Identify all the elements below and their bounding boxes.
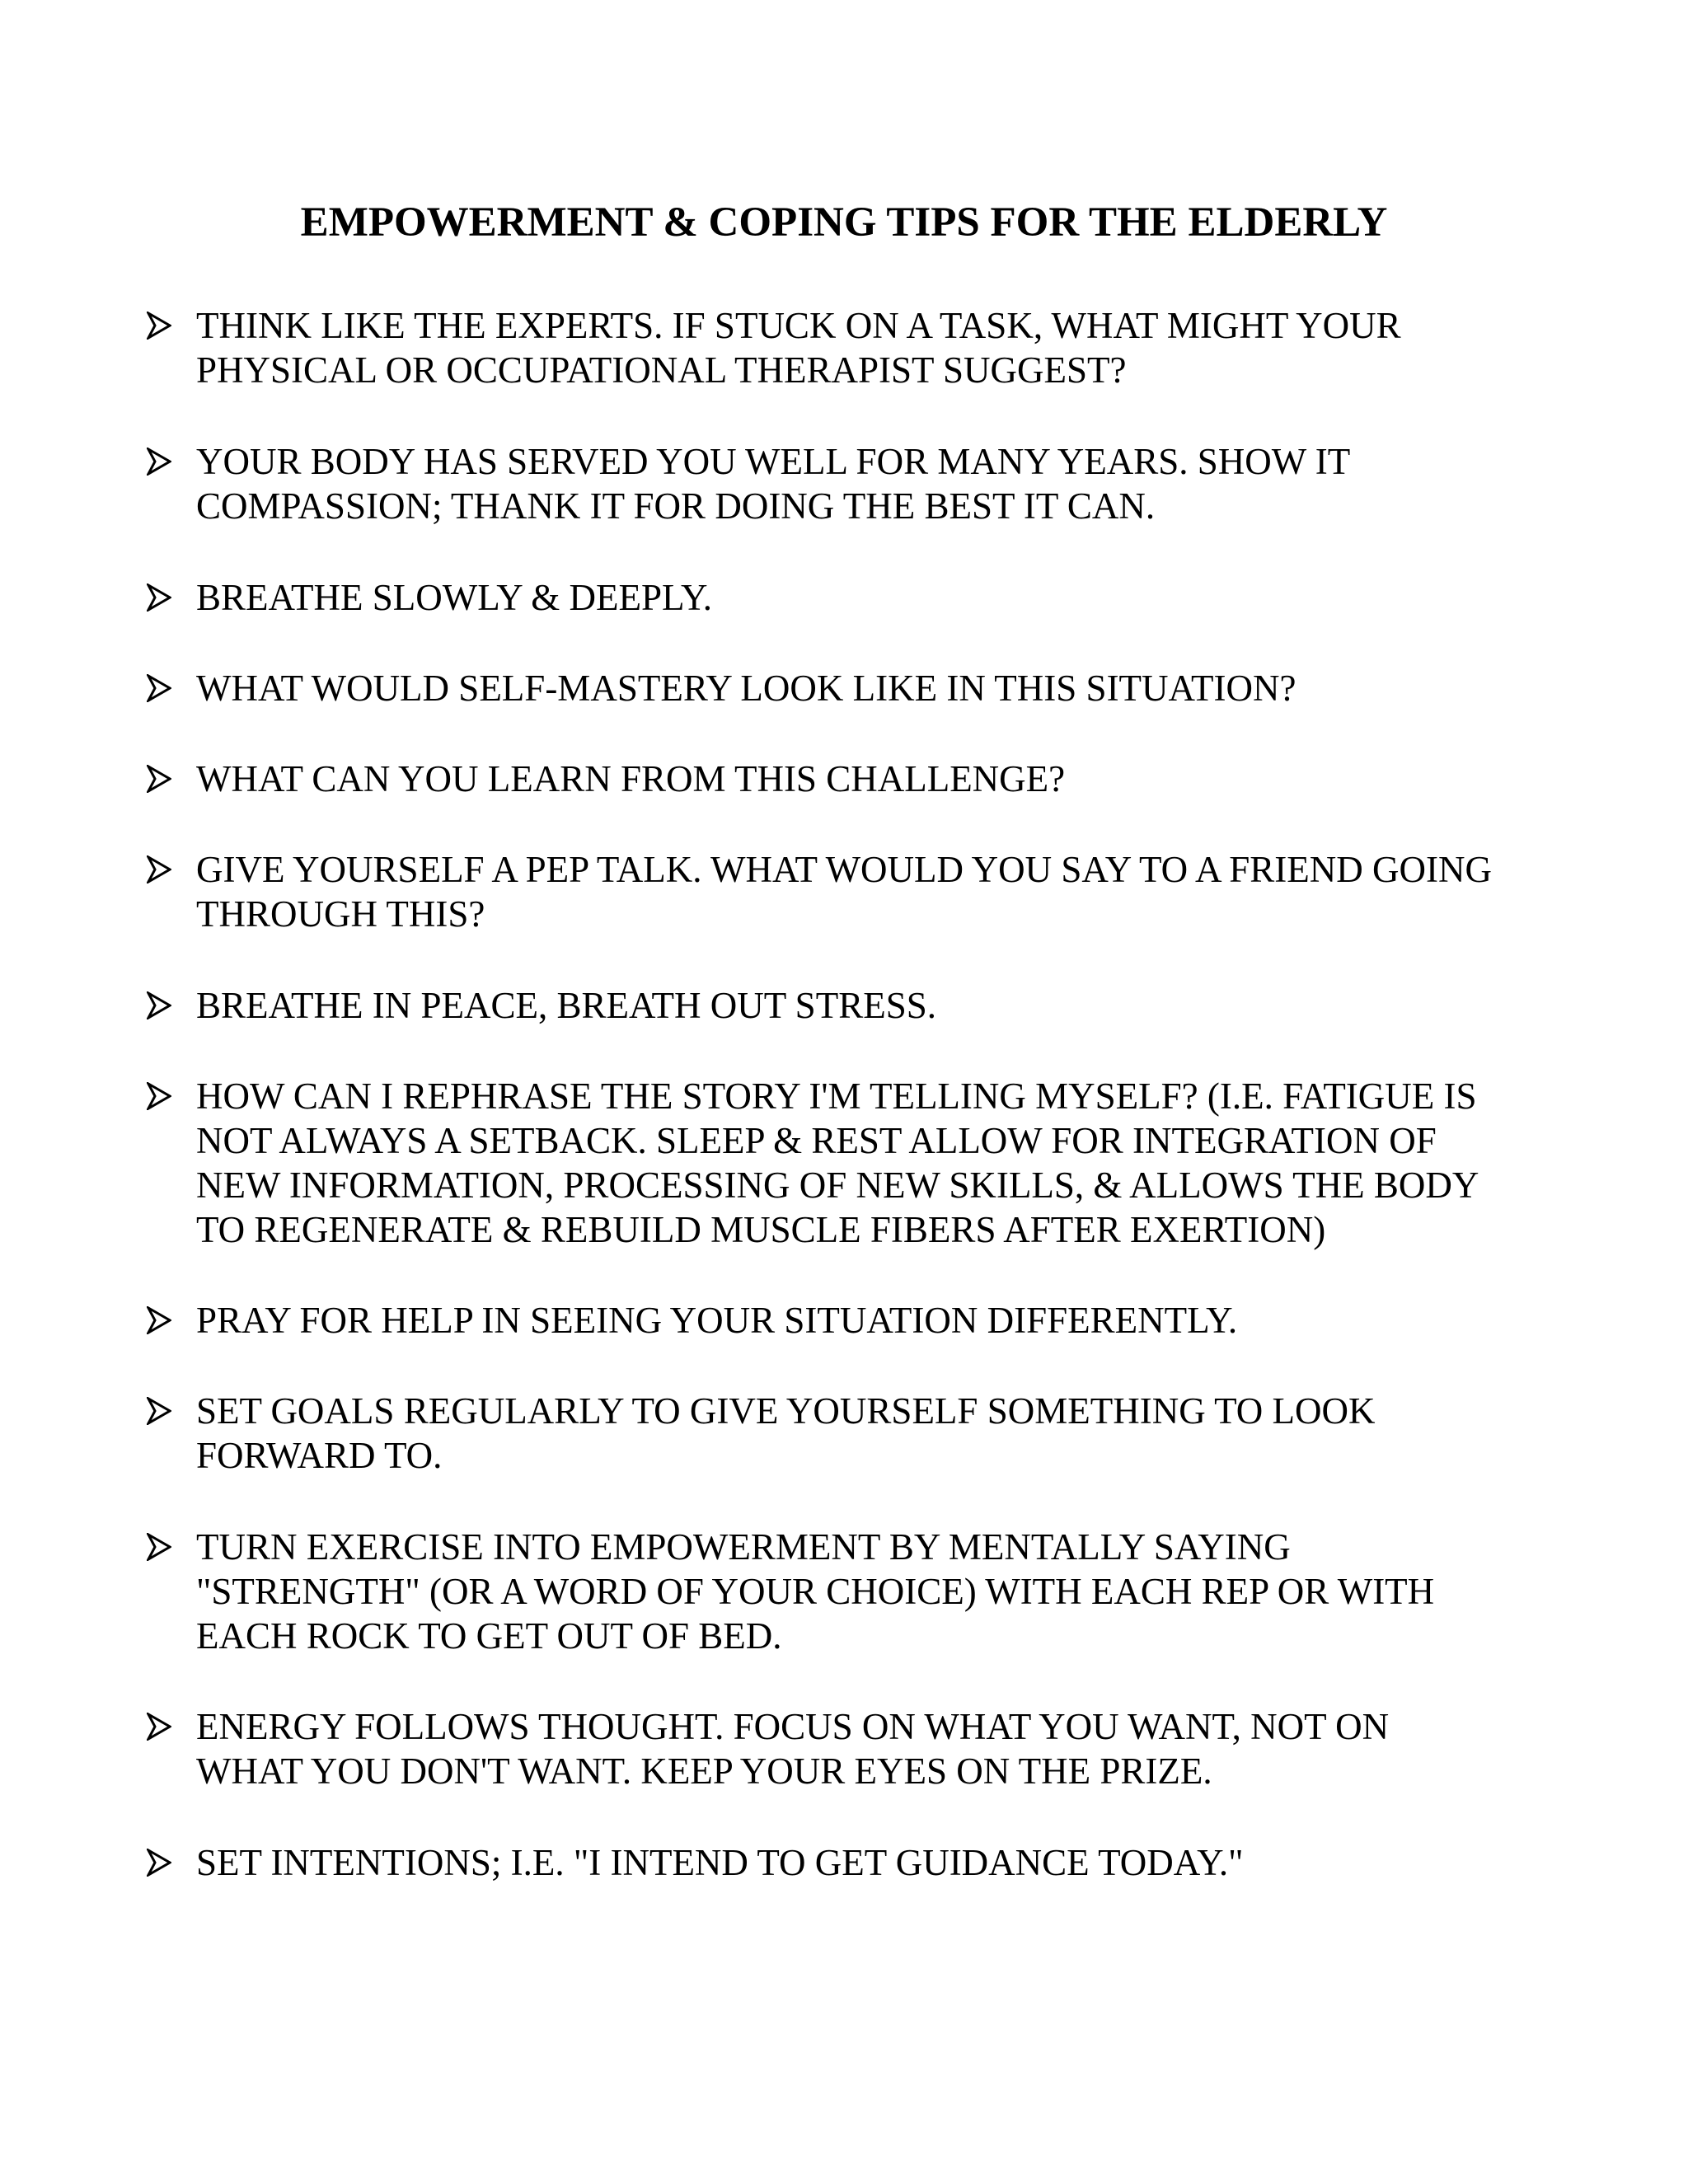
tip-text: YOUR BODY HAS SERVED YOU WELL FOR MANY YEARS. SHOW IT COMPASSION; THANK IT FOR DOING THE BEST IT CAN. <box>196 441 1351 527</box>
tip-text: ENERGY FOLLOWS THOUGHT. FOCUS ON WHAT YOU WANT, NOT ON WHAT YOU DON'T WANT. KEEP YOUR EYES ON THE PRIZE. <box>196 1706 1390 1792</box>
arrowhead-bullet-icon <box>147 1849 171 1877</box>
arrowhead-bullet-icon <box>147 312 171 340</box>
arrowhead-bullet-icon <box>147 448 171 476</box>
arrowhead-bullet-icon <box>147 1306 171 1334</box>
arrowhead-bullet-icon <box>147 1397 171 1425</box>
tip-text: WHAT WOULD SELF-MASTERY LOOK LIKE IN THIS SITUATION? <box>196 668 1296 709</box>
tip-text: HOW CAN I REPHRASE THE STORY I'M TELLING MYSELF? (I.E. FATIGUE IS NOT ALWAYS A SETBACK. SLEEP & REST ALLOW FOR INTEGRATION OF NEW INFORMATION, PROCESSING OF NEW SKILLS, & ALLOWS THE BODY TO REGENERATE & REBUILD MUSCLE FIBERS AFTER EXERTION) <box>196 1076 1479 1250</box>
tip-text: PRAY FOR HELP IN SEEING YOUR SITUATION DIFFERENTLY. <box>196 1300 1238 1341</box>
arrowhead-bullet-icon <box>147 765 171 793</box>
arrowhead-bullet-icon <box>147 1533 171 1561</box>
tip-text: BREATHE SLOWLY & DEEPLY. <box>196 577 712 618</box>
arrowhead-bullet-icon <box>147 1082 171 1110</box>
arrowhead-bullet-icon <box>147 855 171 883</box>
tip-text: SET INTENTIONS; I.E. "I INTEND TO GET GUIDANCE TODAY." <box>196 1842 1244 1883</box>
arrowhead-bullet-icon <box>147 1713 171 1741</box>
arrowhead-bullet-icon <box>147 991 171 1019</box>
tip-text: TURN EXERCISE INTO EMPOWERMENT BY MENTALLY SAYING "STRENGTH" (OR A WORD OF YOUR CHOICE) WITH EACH REP OR WITH EACH ROCK TO GET OUT OF BED. <box>196 1526 1435 1657</box>
arrowhead-bullet-icon <box>147 583 171 612</box>
tip-text: WHAT CAN YOU LEARN FROM THIS CHALLENGE? <box>196 758 1066 799</box>
tip-text: THINK LIKE THE EXPERTS. IF STUCK ON A TASK, WHAT MIGHT YOUR PHYSICAL OR OCCUPATIONAL THERAPIST SUGGEST? <box>196 305 1401 391</box>
tip-text: SET GOALS REGULARLY TO GIVE YOURSELF SOMETHING TO LOOK FORWARD TO. <box>196 1390 1376 1476</box>
arrowhead-bullet-icon <box>147 674 171 702</box>
tip-text: GIVE YOURSELF A PEP TALK. WHAT WOULD YOU SAY TO A FRIEND GOING THROUGH THIS? <box>196 849 1492 935</box>
document-title: EMPOWERMENT & COPING TIPS FOR THE ELDERLY <box>300 199 1388 246</box>
tip-text: BREATHE IN PEACE, BREATH OUT STRESS. <box>196 985 937 1026</box>
